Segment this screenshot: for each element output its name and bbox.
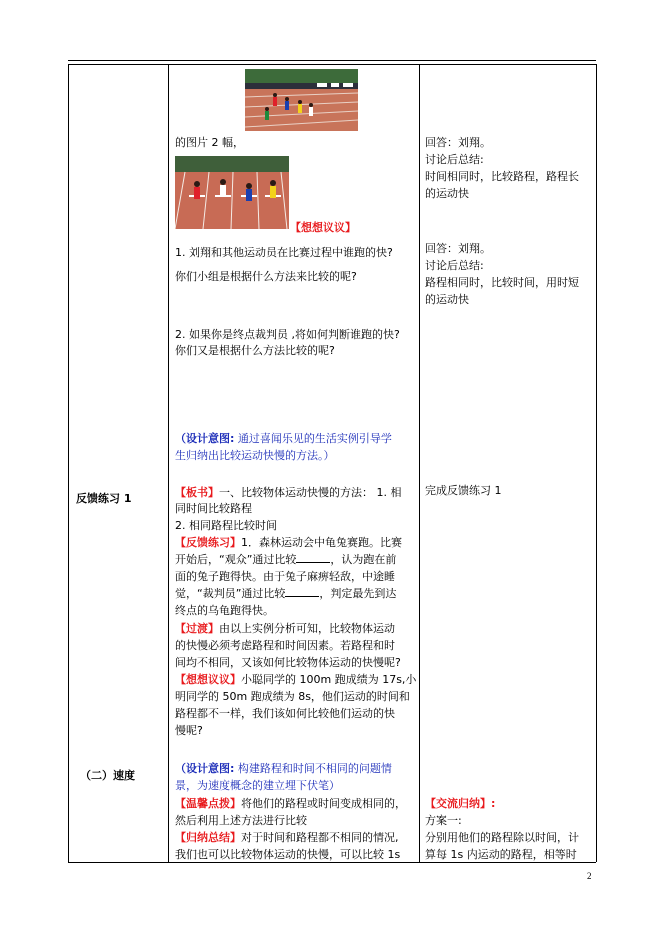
design-intent-2-line-1: [175, 760, 392, 777]
feedback-text-d2: ，判定最先到达: [319, 587, 397, 600]
answer-1-summary-b: 的运动快: [425, 187, 469, 200]
design-intent-1-line-2: 生归纳出比较运动快慢的方法。）: [175, 449, 335, 462]
plan-line-1: 分别用他们的路程除以时间，计: [425, 831, 579, 844]
section-speed-label: （二）速度: [80, 769, 135, 782]
answer-2-reply: 回答：刘翔。: [425, 242, 491, 255]
question-2-method: 你们又是根据什么方法比较的呢?: [175, 344, 335, 357]
transition-line-1: [175, 620, 395, 637]
answer-blank-2[interactable]: [285, 586, 319, 597]
feedback-text-b2: ，认为跑在前: [330, 553, 397, 566]
board-line-2: 同时间比较路程: [175, 502, 252, 515]
answer-2-summary-b: 的运动快: [425, 293, 469, 306]
plan-line-2: 算每 1s 内运动的路程，相等时: [425, 848, 577, 861]
table-left-border: [68, 64, 69, 862]
plan-label: 方案一:: [425, 814, 462, 827]
column-divider-1: [168, 64, 169, 862]
transition-line-3: 间均不相同，又该如何比较物体运动的快慢呢?: [175, 656, 401, 669]
board-text-a: 一、比较物体运动快慢的方法： 1. 相: [219, 486, 402, 499]
page-number: 2: [587, 871, 592, 881]
column-divider-2: [419, 64, 420, 862]
feedback-tag: 【反馈练习】: [175, 536, 241, 549]
question-1-method: 你们小组是根据什么方法来比较的呢?: [175, 270, 357, 283]
feedback-line-3: 面的兔子跑得快。由于兔子麻痹轻敌，中途睡: [175, 570, 395, 583]
board-tag: 【板书】: [175, 486, 219, 499]
feedback-text-d1: 觉，“裁判员”通过比较: [175, 587, 286, 600]
warm-hint-line-1: [175, 795, 406, 812]
complete-feedback: 完成反馈练习 1: [425, 484, 502, 497]
summary-tag: 【归纳总结】: [175, 831, 241, 844]
design-intent-2-text-a: 构建路程和时间不相同的问题情: [234, 762, 392, 775]
answer-1-discuss: 讨论后总结:: [425, 153, 484, 166]
pictures-caption: 的图片 2 幅，: [175, 136, 244, 149]
feedback-line-1: [175, 534, 402, 551]
answer-1-summary-a: 时间相同时，比较路程，路程长: [425, 170, 579, 183]
design-intent-1-text-a: 通过喜闻乐见的生活实例引导学: [234, 432, 392, 445]
race-photo-1: [245, 69, 358, 131]
feedback-line-4: [175, 585, 396, 602]
board-line-3: 2. 相同路程比较时间: [175, 519, 277, 532]
race-photo-2: [175, 156, 289, 229]
summary-text-a: 对于时间和路程都不相同的情况,: [241, 831, 399, 844]
summary-line-2: 我们也可以比较物体运动的快慢，可以比较 1s: [175, 848, 401, 861]
think-discuss-tag: 【想想议议】: [290, 221, 356, 234]
board-line-1: [175, 484, 402, 501]
question-1: 1. 刘翔和其他运动员在比赛过程中谁跑的快?: [175, 246, 393, 259]
question-2: 2. 如果你是终点裁判员 ,将如何判断谁跑的快?: [175, 328, 400, 341]
think2-line-3: 路程都不一样，我们该如何比较他们运动的快: [175, 707, 395, 720]
answer-1-reply: 回答：刘翔。: [425, 136, 491, 149]
answer-2-discuss: 讨论后总结:: [425, 259, 484, 272]
table-right-border: [596, 64, 597, 862]
design-intent-2-line-2: 景，为速度概念的建立埋下伏笔）: [175, 779, 340, 792]
summary-line-1: [175, 829, 399, 846]
warm-hint-text-a: 将他们的路程或时间变成相同的，: [241, 797, 406, 810]
warm-hint-tag: 【温馨点拨】: [175, 797, 241, 810]
exchange-tag: 【交流归纳】:: [425, 797, 496, 810]
answer-2-summary-a: 路程相同时，比较时间，用时短: [425, 276, 579, 289]
feedback-line-5: 终点的乌龟跑得快。: [175, 604, 274, 617]
section-feedback-label: 反馈练习 1: [76, 492, 132, 505]
feedback-text-a: 1．森林运动会中龟兔赛跑。比赛: [241, 536, 402, 549]
warm-hint-line-2: 然后利用上述方法进行比较: [175, 814, 307, 827]
think2-text-a: 小聪同学的 100m 跑成绩为 17s,小: [241, 673, 417, 686]
think2-line-2: 明同学的 50m 跑成绩为 8s，他们运动的时间和: [175, 690, 410, 703]
table-top-border: [68, 64, 596, 65]
think2-tag: 【想想议议】: [175, 673, 241, 686]
think2-line-1: [175, 671, 416, 688]
feedback-line-2: [175, 551, 396, 568]
header-rule: [68, 60, 596, 61]
think2-line-4: 慢呢?: [175, 724, 203, 737]
feedback-text-b1: 开始后，“观众”通过比较: [175, 553, 297, 566]
transition-text-a: 由以上实例分析可知，比较物体运动: [219, 622, 395, 635]
design-intent-1-tag: （设计意图:: [175, 432, 235, 445]
design-intent-2-tag: （设计意图:: [175, 762, 235, 775]
answer-blank-1[interactable]: [296, 552, 330, 563]
transition-line-2: 的快慢必须考虑路程和时间因素。若路程和时: [175, 639, 395, 652]
design-intent-1-line-1: [175, 430, 392, 447]
transition-tag: 【过渡】: [175, 622, 219, 635]
